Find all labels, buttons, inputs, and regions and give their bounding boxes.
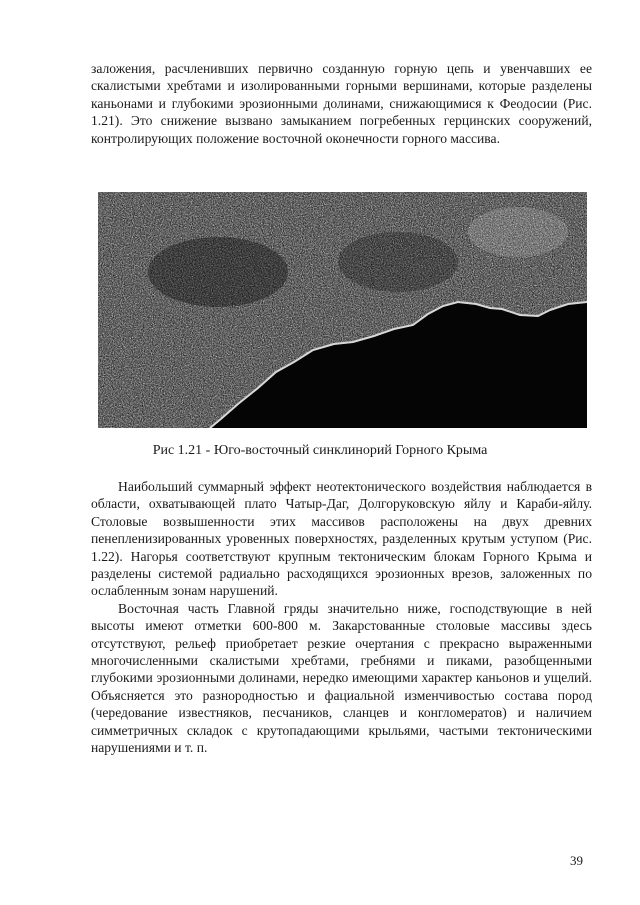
figure-caption: Рис 1.21 - Юго-восточный синклинорий Горного Крыма <box>152 443 488 458</box>
paragraph-top <box>91 60 592 147</box>
satellite-image <box>98 192 587 428</box>
page-number: 39 <box>570 853 583 868</box>
paragraph-main <box>91 478 592 757</box>
paragraph-2: Восточная часть Главной гряды значительно ниже, господствующие в ней высоты имеют отметки 600-800 м. Закарстованные столовые массивы здесь отсутствуют, рельеф приобретает резкие очертания с прекрасно выраженными многочисленными скалистыми хребтами, гребнями и пиками, разобщенными глубокими эрозионными долинами, нередко имеющими характер каньонов и ущелий. Объясняется это разнородностью и фациальной изменчивостью состава пород (чередование известняков, песчаников, сланцев и конгломератов) и наличием симметричных складок с крутопадающими крыльями, частыми тектоническими нарушениями и т. п. <box>91 600 592 756</box>
paragraph-1: Наибольший суммарный эффект неотектонического воздействия наблюдается в области, охватывающей плато Чатыр-Даг, Долгоруковскую яйлу и Караби-яйлу. Столовые возвышенности этих массивов расположены на двух древних пенепленизированных уровенных поверхностях, разделенных крутым уступом (Рис. 1.22). Нагорья соответствуют крупным тектоническим блокам Горного Крыма и разделены системой радиально расходящихся эрозионных врезов, заложенных по ослабленным зонам нарушений. <box>91 479 592 599</box>
figure-satellite-image <box>98 192 587 428</box>
paragraph-top-text: заложения, расчленивших первично созданную горную цепь и увенчавших ее скалистыми хребтами и изолированными горными вершинами, которые разделены каньонами и глубокими эрозионными долинами, снижающимися к Феодосии (Рис. 1.21). Это снижение вызвано замыканием погребенных герцинских сооружений, контролирующих положение восточной оконечности горного массива. <box>91 61 592 146</box>
